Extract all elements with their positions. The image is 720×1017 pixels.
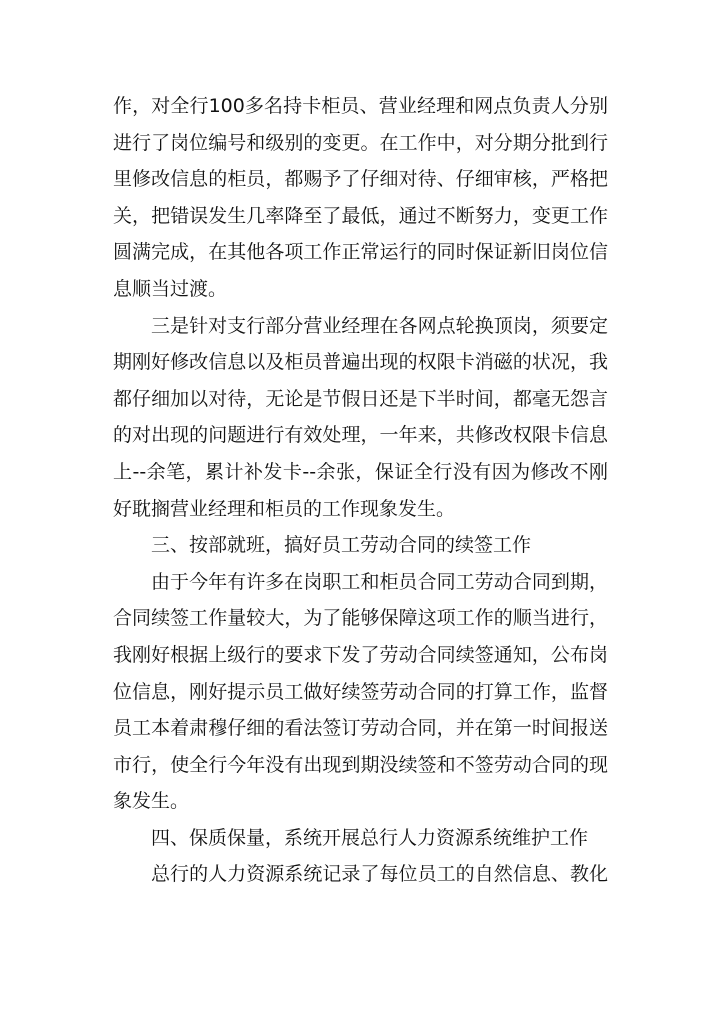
text-line: 都仔细加以对待，无论是节假日还是下半时间，都毫无怨言 — [113, 387, 608, 410]
text-line: 好耽搁营业经理和柜员的工作现象发生。 — [113, 497, 456, 520]
text-line: 进行了岗位编号和级别的变更。在工作中，对分期分批到行 — [113, 131, 608, 154]
text-line: 四、保质保量，系统开展总行人力资源系统维护工作 — [151, 826, 589, 849]
text-line: 里修改信息的柜员，都赐予了仔细对待、仔细审核，严格把 — [113, 168, 608, 191]
text-line: 期刚好修改信息以及柜员普遍出现的权限卡消磁的状况，我 — [113, 351, 608, 374]
text-line: 息顺当过渡。 — [113, 277, 228, 300]
text-line: 我刚好根据上级行的要求下发了劳动合同续签通知，公布岗 — [113, 643, 608, 666]
text-line: 的对出现的问题进行有效处理，一年来，共修改权限卡信息 — [113, 424, 608, 447]
text-line: 由于今年有许多在岗职工和柜员合同工劳动合同到期， — [151, 570, 608, 593]
text-line: 象发生。 — [113, 790, 190, 813]
text-line: 圆满完成，在其他各项工作正常运行的同时保证新旧岗位信 — [113, 241, 608, 264]
text-line: 三、按部就班，搞好员工劳动合同的续签工作 — [151, 534, 532, 557]
text-line: 上--余笔，累计补发卡--余张，保证全行没有因为修改不刚 — [113, 460, 608, 483]
text-line: 作，对全行100多名持卡柜员、营业经理和网点负责人分别 — [113, 95, 608, 117]
text-line: 关，把错误发生几率降至了最低，通过不断努力，变更工作 — [113, 204, 608, 227]
text-line: 三是针对支行部分营业经理在各网点轮换顶岗，须要定 — [151, 314, 608, 337]
text-line: 总行的人力资源系统记录了每位员工的自然信息、教化 — [151, 863, 608, 886]
text-line: 员工本着肃穆仔细的看法签订劳动合同，并在第一时间报送 — [113, 717, 608, 740]
text-line: 合同续签工作量较大，为了能够保障这项工作的顺当进行， — [113, 607, 608, 630]
text-line: 位信息，刚好提示员工做好续签劳动合同的打算工作，监督 — [113, 680, 608, 703]
text-line: 市行，使全行今年没有出现到期没续签和不签劳动合同的现 — [113, 753, 608, 776]
document-body — [113, 88, 608, 893]
